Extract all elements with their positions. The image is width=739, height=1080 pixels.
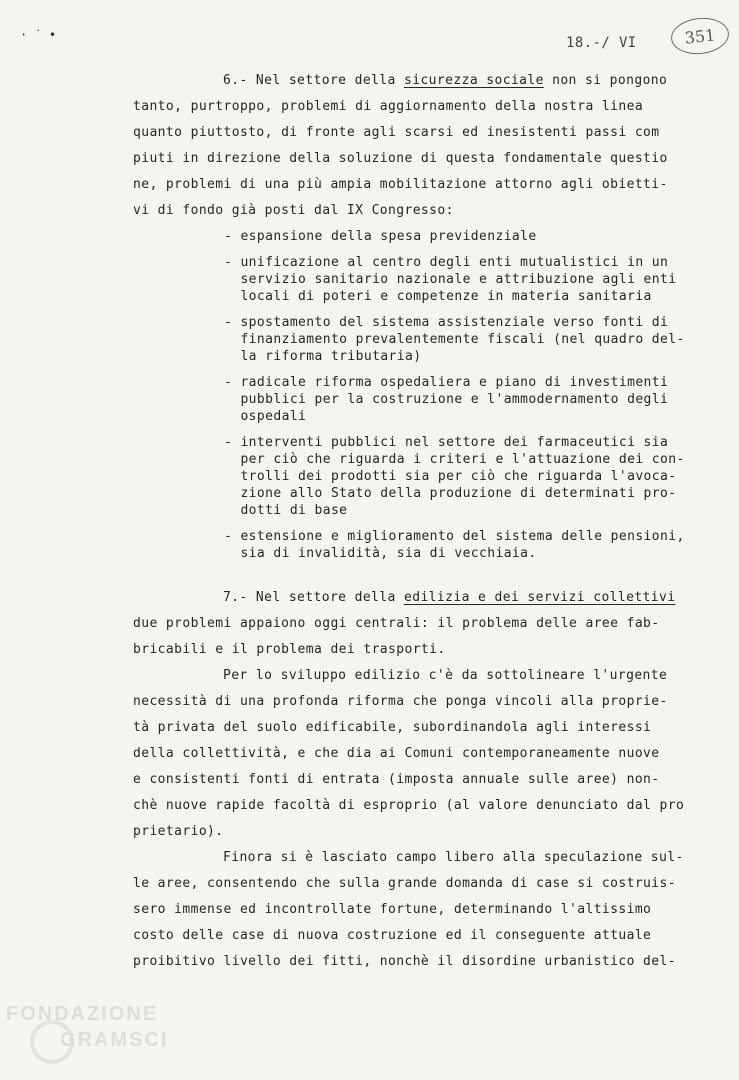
text-segment: sia di invalidità, sia di vecchiaia. [224, 546, 537, 561]
text-segment: dotti di base [224, 503, 348, 518]
text-segment: vi di fondo già posti dal IX Congresso: [133, 203, 454, 218]
text-segment: tà privata del suolo edificabile, subordinandola agli interessi [133, 720, 652, 735]
text-segment: costo delle case di nuova costruzione ed il conseguente attuale [133, 928, 652, 943]
text-line [224, 545, 537, 562]
text-segment: - estensione e miglioramento del sistema delle pensioni, [224, 529, 685, 544]
watermark-logo [0, 1000, 180, 1070]
text-segment: chè nuove rapide facoltà di esproprio (al valore denunciato dal pro [133, 798, 685, 813]
text-segment: non si pongono [543, 73, 668, 88]
text-line [223, 849, 684, 866]
text-line [223, 589, 675, 606]
text-line [224, 528, 685, 545]
text-line [224, 254, 668, 271]
text-line [224, 228, 537, 245]
text-line [133, 202, 454, 219]
text-line [133, 615, 660, 632]
text-segment: Per lo sviluppo edilizio c'è da sottolineare l'urgente [223, 668, 668, 683]
text-line [133, 150, 668, 167]
text-segment: bricabili e il problema dei trasporti. [133, 642, 446, 657]
text-segment: 6.- Nel settore della [223, 73, 404, 88]
text-segment: 7.- Nel settore della [223, 590, 404, 605]
text-segment: finanziamento prevalentemente fiscali (nel quadro del- [224, 332, 685, 347]
underlined-heading: edilizia e dei servizi collettivi [404, 590, 676, 605]
text-line [133, 823, 224, 840]
text-segment: due problemi appaiono oggi centrali: il problema delle aree fab- [133, 616, 660, 631]
text-segment: della collettività, e che dia ai Comuni contemporaneamente nuove [133, 746, 660, 761]
text-line [133, 719, 651, 736]
text-line [133, 693, 668, 710]
text-line [133, 953, 676, 970]
page-reference: 18.-/ VI [566, 35, 637, 51]
text-line [133, 901, 651, 918]
text-line [224, 408, 306, 425]
text-line [224, 271, 676, 288]
text-line [224, 468, 676, 485]
text-segment: proibitivo livello dei fitti, nonchè il disordine urbanistico del- [133, 954, 676, 969]
text-line [224, 348, 421, 365]
text-segment: Finora si è lasciato campo libero alla speculazione sul- [223, 850, 684, 865]
text-line [133, 797, 684, 814]
text-line [224, 314, 668, 331]
text-segment: le aree, consentendo che sulla grande domanda di case si costruis- [133, 876, 676, 891]
text-segment: pubblici per la costruzione e l'ammodernamento degli [224, 392, 669, 407]
text-segment: tanto, purtroppo, problemi di aggiornamento della nostra linea [133, 99, 644, 114]
text-line [223, 667, 667, 684]
text-segment: - unificazione al centro degli enti mutualistici in un [224, 255, 669, 270]
text-line [133, 124, 660, 141]
text-segment: quanto piuttosto, di fronte agli scarsi ed inesistenti passi com [133, 125, 660, 140]
text-line [223, 72, 667, 89]
text-line [133, 176, 668, 193]
text-line [133, 745, 660, 762]
text-segment: sero immense ed incontrollate fortune, determinando l'altissimo [133, 902, 652, 917]
text-segment: - radicale riforma ospedaliera e piano di investimenti [224, 375, 669, 390]
text-line [224, 485, 676, 502]
text-line [133, 771, 660, 788]
stamp-number: 351 [683, 24, 717, 48]
text-segment: prietario). [133, 824, 224, 839]
text-line [224, 374, 668, 391]
watermark-line-1: FONDAZIONE [6, 1003, 159, 1025]
text-segment: ne, problemi di una più ampia mobilitazione attorno agli obietti- [133, 177, 668, 192]
text-segment: locali di poteri e competenze in materia sanitaria [224, 289, 652, 304]
underlined-heading: sicurezza sociale [404, 73, 544, 88]
text-line [224, 451, 685, 468]
text-line [224, 391, 668, 408]
text-line [224, 288, 652, 305]
text-line [224, 434, 668, 451]
text-segment: piuti in direzione della soluzione di questa fondamentale questio [133, 151, 668, 166]
text-segment: - espansione della spesa previdenziale [224, 229, 537, 244]
text-line [133, 927, 651, 944]
text-line [133, 641, 446, 658]
text-segment: e consistenti fonti di entrata (imposta annuale sulle aree) non- [133, 772, 660, 787]
text-segment: servizio sanitario nazionale e attribuzione agli enti [224, 272, 677, 287]
text-segment: trolli dei prodotti sia per ciò che riguarda l'avoca- [224, 469, 677, 484]
ink-specks: · ˙ • [20, 28, 57, 42]
text-line [224, 331, 685, 348]
archive-stamp [669, 15, 730, 57]
watermark-line-2: GRAMSCI [60, 1029, 169, 1051]
text-line [133, 875, 676, 892]
text-segment: per ciò che riguarda i criteri e l'attuazione dei con- [224, 452, 685, 467]
text-segment: - interventi pubblici nel settore dei farmaceutici sia [224, 435, 669, 450]
text-segment: ospedali [224, 409, 307, 424]
text-segment: zione allo Stato della produzione di determinati pro- [224, 486, 677, 501]
text-segment: necessità di una profonda riforma che ponga vincoli alla proprie- [133, 694, 668, 709]
text-line [133, 98, 643, 115]
text-line [224, 502, 347, 519]
text-segment: - spostamento del sistema assistenziale verso fonti di [224, 315, 669, 330]
text-segment: la riforma tributaria) [224, 349, 422, 364]
